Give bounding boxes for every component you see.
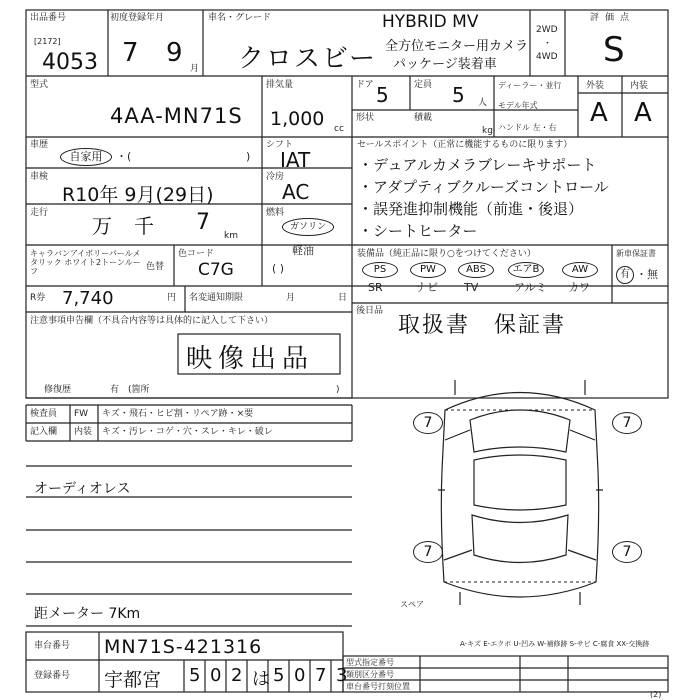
grade-line3: パッケージ装着車: [393, 57, 497, 72]
color-code-label: 色コード: [178, 249, 215, 259]
load-label: 積載: [414, 113, 433, 123]
car-name-label: 車名・グレード: [208, 13, 272, 23]
shift-value: IAT: [280, 148, 311, 172]
caution-label: 注意事項申告欄（不具合内容等は具体的に記入して下さい）: [30, 316, 274, 326]
chassis-format-label: 車台番号打刻位置: [346, 682, 410, 691]
mileage-label: 走行: [30, 208, 49, 218]
lot-sub: [2172]: [34, 37, 61, 46]
selling-item-4: ・シートヒーター: [358, 222, 478, 240]
plate-digit: 2: [231, 665, 243, 686]
drive-2wd: 2WD: [536, 25, 558, 35]
deadline-unit: 月: [286, 293, 296, 303]
doors-value: 5: [376, 83, 389, 107]
drive-4wd: 4WD: [536, 52, 558, 62]
deadline-day: 日: [338, 293, 348, 303]
equipment-item-sub: TV: [464, 281, 479, 294]
fuel-alt: 軽油: [292, 244, 314, 257]
inspector-label2: 記入欄: [30, 427, 58, 437]
fuel-value: ガソリン: [282, 218, 334, 236]
selling-item-3: ・誤発進抑制機能（前進・後退）: [358, 200, 584, 218]
selling-title: セールスポイント（正常に機能するものに限ります）: [357, 140, 573, 150]
fw-label: FW: [74, 409, 89, 419]
fuel-paren: ( ): [272, 262, 285, 275]
mileage-unit: km: [224, 231, 238, 241]
equipment-item-sub: アルミ: [514, 281, 547, 294]
repair-value: 有: [110, 385, 120, 395]
vehicle-label: 車歴: [30, 140, 49, 150]
equipment-item-カワ: AW: [562, 262, 598, 278]
handwritten-meter: 距メーター 7Km: [34, 606, 141, 622]
new-car-label: 新車保証書: [616, 249, 656, 258]
equipment-item-sub: ナビ: [416, 281, 438, 294]
capacity-label: 定員: [414, 80, 433, 90]
color-change-label: 色替: [146, 262, 165, 272]
equipment-item-SR: PS: [362, 262, 398, 278]
footer-mark: (2): [650, 690, 662, 699]
model-value: 4AA-MN71S: [110, 104, 243, 128]
new-car-yes: 有: [616, 266, 634, 284]
color-value: キャラバンアイボリーパールメタリック ホワイト2トーンルーフ: [30, 249, 141, 276]
equipment-title: 装備品（純正品に限り○をつけてください）: [357, 249, 536, 259]
equipment-item-アルミ: エアB: [508, 262, 544, 278]
shift-label: シフト: [266, 140, 294, 150]
plate-digit: は: [252, 669, 270, 690]
wheel-mark-rear-right: 7: [612, 541, 642, 563]
repair-place: (箇所: [128, 385, 150, 395]
stamp: 映像出品: [186, 344, 315, 374]
capacity-unit: 人: [478, 98, 488, 108]
plate-digit: 5: [273, 665, 285, 686]
score-label: 評価点: [590, 13, 636, 23]
format-label: 型式指定番号: [346, 658, 394, 667]
shape-label: 形状: [356, 113, 375, 123]
displacement-unit: cc: [334, 124, 344, 134]
mileage-man: 万: [92, 214, 112, 238]
car-diagram: [438, 380, 603, 605]
extras-value: 取扱書 保証書: [398, 313, 567, 338]
grade-line1: HYBRID MV: [382, 12, 479, 32]
equipment-item-sub: SR: [368, 281, 383, 294]
drive-dot: ・: [543, 39, 553, 49]
dealer-label: ディーラー・並行: [498, 81, 562, 90]
category-label: 類別区分番号: [346, 670, 394, 679]
plate-city: 宇都宮: [104, 669, 162, 691]
car-name: クロスビー: [238, 44, 377, 74]
recycle-label: R券: [30, 293, 46, 303]
diagram-legend: A-キズ E-エクボ U-凹み W-補修跡 S-サビ C-腐食 XX-交換跡: [460, 640, 650, 648]
model-label: 型式: [30, 80, 49, 90]
first-reg-year: 7: [122, 38, 139, 68]
handle-label: ハンドル 左・右: [498, 123, 557, 132]
displacement-label: 排気量: [266, 80, 294, 90]
wheel-mark-front-left: 7: [413, 412, 443, 434]
lot-label: 出品番号: [30, 13, 67, 23]
vehicle-value: 自家用: [60, 148, 112, 166]
handwritten-audioless: オーディオレス: [34, 481, 131, 497]
equipment-item-TV: ABS: [458, 262, 494, 278]
inspector-label1: 検査員: [30, 409, 58, 419]
capacity-value: 5: [452, 83, 465, 107]
ac-label: 冷房: [266, 172, 285, 182]
load-unit: kg: [482, 126, 493, 136]
grade-line2: 全方位モニター用カメラ: [385, 39, 529, 54]
mileage-value: 7: [196, 210, 210, 235]
selling-item-2: ・アダプティブクルーズコントロール: [358, 178, 609, 196]
month-unit: 月: [190, 64, 200, 74]
interior-value: A: [634, 98, 652, 128]
model-year-label: モデル年式: [498, 101, 538, 110]
inspection-label: 車検: [30, 172, 49, 182]
recycle-unit: 円: [167, 293, 177, 303]
extras-label: 後日品: [356, 306, 384, 316]
plate-digit: 3: [336, 665, 348, 686]
deadline-label: 名変通知期限: [189, 293, 244, 303]
doors-label: ドア: [356, 80, 374, 90]
plate-digit: 0: [294, 665, 306, 686]
selling-item-1: ・デュアルカメラブレーキサポート: [358, 156, 597, 174]
ac-value: AC: [282, 180, 310, 204]
recycle-value: 7,740: [62, 288, 114, 309]
first-reg-label: 初度登録年月: [110, 13, 165, 23]
color-code-value: C7G: [198, 260, 234, 280]
wheel-mark-rear-left: 7: [413, 541, 443, 563]
chassis-label: 車台番号: [34, 641, 71, 651]
plate-digit: 0: [210, 665, 222, 686]
fuel-label: 燃料: [266, 208, 285, 218]
plate-label: 登録番号: [34, 671, 71, 681]
new-car-no: ・無: [636, 268, 658, 281]
equipment-item-sub: カワ: [568, 281, 590, 294]
repair-label: 修復歴: [44, 385, 72, 395]
mileage-sen: 千: [134, 214, 154, 238]
inspection-value: R10年 9月(29日): [62, 184, 214, 206]
plate-digit: 7: [315, 665, 327, 686]
score-value: S: [603, 30, 625, 70]
vehicle-rest: ・(: [116, 150, 132, 163]
chassis-value: MN71S-421316: [104, 636, 263, 658]
fw-text: キズ・飛石・ヒビ割・リペア跡・×要: [102, 409, 254, 419]
repair-close: ): [336, 385, 340, 395]
displacement-value: 1,000: [270, 108, 325, 130]
first-reg-month: 9: [166, 38, 183, 68]
equipment-item-ナビ: PW: [410, 262, 446, 278]
int-label: 内装: [74, 427, 93, 437]
interior-label: 内装: [630, 81, 649, 91]
plate-digit: 5: [189, 665, 201, 686]
exterior-label: 外装: [586, 81, 605, 91]
int-text: キズ・汚レ・コゲ・穴・スレ・キレ・破レ: [102, 427, 273, 437]
lot-number: 4053: [42, 50, 98, 75]
exterior-value: A: [590, 98, 608, 128]
vehicle-close: ): [246, 150, 251, 163]
spare-label: スペア: [400, 600, 424, 609]
wheel-mark-front-right: 7: [612, 412, 642, 434]
